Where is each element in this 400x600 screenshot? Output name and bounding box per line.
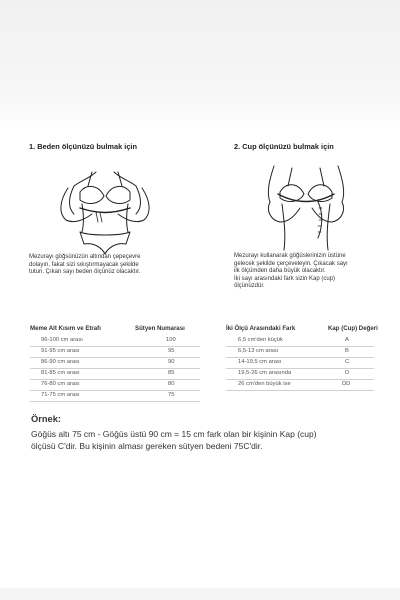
bra-size: 95 bbox=[168, 348, 175, 354]
measure-bust-illustration bbox=[256, 158, 356, 258]
measure-underbust-illustration bbox=[50, 158, 160, 258]
section2-title: 2. Cup ölçünüzü bulmak için bbox=[234, 142, 334, 151]
size-table-header-bra-size: Sütyen Numarası bbox=[135, 325, 185, 332]
size-range: 71-75 cm arası bbox=[41, 392, 80, 398]
bra-size: 90 bbox=[168, 359, 175, 365]
cup-value: C bbox=[345, 359, 350, 365]
size-table-row bbox=[30, 358, 200, 369]
size-table-header-underbust: Meme Alt Kısım ve Etrafı bbox=[30, 325, 101, 332]
section1-description bbox=[29, 254, 140, 277]
cup-table-row bbox=[226, 336, 374, 347]
section2-description-line: gelecek şekilde çerçeveleyin. Çıkacak sayı bbox=[234, 260, 348, 267]
section1-description-line: Mezurayı göğsünüzün altından çepeçevre bbox=[29, 254, 141, 260]
example-line: Göğüs altı 75 cm - Göğüs üstü 90 cm = 15 cm fark olan bir kişinin Kap (cup) bbox=[31, 429, 317, 439]
cup-difference: 19,5-26 cm arasında bbox=[238, 370, 292, 376]
size-range: 91-95 cm arası bbox=[41, 348, 80, 354]
example-text bbox=[31, 428, 376, 452]
cup-difference: 6,5-13 cm arası bbox=[238, 348, 279, 354]
section2-description-line: ilk ölçümden daha büyük olacaktır. bbox=[234, 268, 326, 275]
bra-size: 85 bbox=[168, 370, 175, 376]
bra-size: 100 bbox=[166, 337, 176, 343]
size-table-row bbox=[30, 391, 200, 402]
top-gray-band bbox=[0, 0, 400, 130]
cup-difference: 14-19,5 cm arası bbox=[238, 359, 282, 365]
size-table-row bbox=[30, 336, 200, 347]
cup-table-row bbox=[226, 380, 374, 391]
bottom-gray-band bbox=[0, 588, 400, 600]
bra-size: 80 bbox=[168, 381, 175, 387]
section1-title: 1. Beden ölçünüzü bulmak için bbox=[29, 142, 138, 151]
cup-value: A bbox=[345, 337, 349, 343]
size-range: 76-80 cm arası bbox=[41, 381, 80, 387]
section1-description-line: dolayın, fakat sizi sıkıştırmayacak şekilde bbox=[29, 261, 139, 268]
cup-difference: 6,5 cm'den küçük bbox=[238, 337, 283, 343]
size-range: 86-90 cm arası bbox=[41, 359, 80, 365]
cup-value: DD bbox=[342, 381, 351, 387]
section2-description-line: Mezurayı kullanarak göğüslerinizin üstüne bbox=[234, 253, 346, 259]
section2-description-line: İki sayı arasındaki fark sizin Kap (cup) bbox=[234, 275, 336, 282]
section2-description bbox=[234, 253, 348, 291]
cup-table-header-difference: İki Ölçü Arasındaki Fark bbox=[226, 325, 296, 332]
size-table-row bbox=[30, 380, 200, 391]
size-table-row bbox=[30, 369, 200, 380]
example-line: ölçüsü C'dir. Bu kişinin alması gereken sütyen bedeni 75C'dir. bbox=[31, 441, 263, 451]
cup-table-header-cup-value: Kap (Cup) Değeri bbox=[328, 325, 378, 332]
cup-table-row bbox=[226, 369, 374, 380]
section2-description-line: ölçünüzdür. bbox=[234, 283, 265, 290]
cup-table-row bbox=[226, 347, 374, 358]
size-table-row bbox=[30, 347, 200, 358]
cup-difference: 26 cm'den büyük ise bbox=[238, 381, 291, 387]
example-title: Örnek: bbox=[31, 414, 61, 424]
cup-table-row bbox=[226, 358, 374, 369]
section1-description-line: tutun. Çıkan sayı beden ölçünüz olacaktır. bbox=[29, 269, 141, 276]
size-range: 81-85 cm arası bbox=[41, 370, 80, 376]
cup-value: B bbox=[345, 348, 349, 354]
size-range: 96-100 cm arası bbox=[41, 337, 83, 343]
bra-size: 75 bbox=[168, 392, 175, 398]
cup-value: D bbox=[345, 370, 350, 376]
